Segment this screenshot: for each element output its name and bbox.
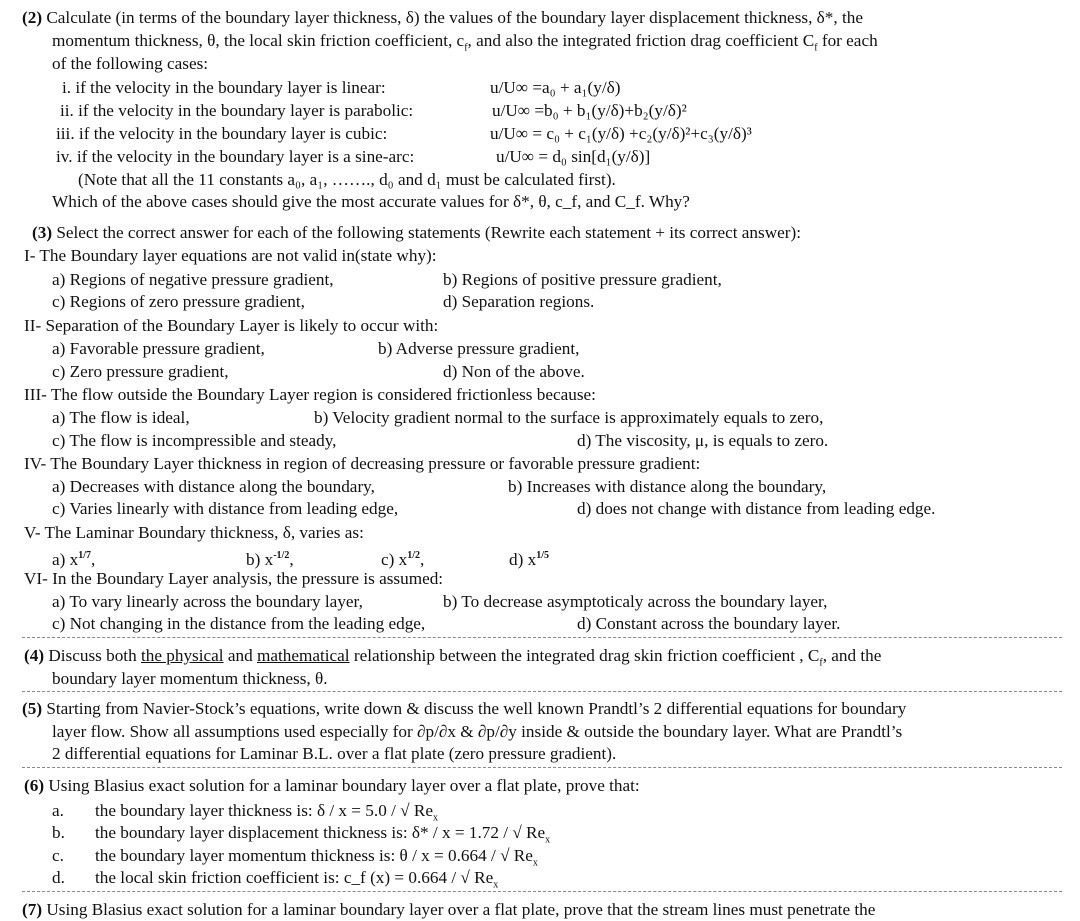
q2-line1 [22,6,863,29]
q3-V-question: V- The Laminar Boundary thickness, δ, varies as: [24,523,364,542]
q3-II-b: b) Adverse pressure gradient, [378,339,580,358]
q5-line3: 2 differential equations for Laminar B.L. over a flat plate (zero pressure gradient). [52,744,617,763]
q4-line1 [24,644,881,667]
q3-V-a-text: a) x [52,550,79,569]
q2-case-i-label: i. if the velocity in the boundary layer is linear: [62,78,386,97]
q6-item-a-text: the boundary layer thickness is: δ / x = 5.0 / √ Re [95,801,433,820]
q2-text2a: momentum thickness, θ, the local skin friction coefficient, c [52,31,465,50]
q3-IV-question: IV- The Boundary Layer thickness in region of decreasing pressure or favorable pressure gradient: [24,454,701,473]
q3-IV-c: c) Varies linearly with distance from leading edge, [52,499,399,518]
q6-item-b-text: the boundary layer displacement thickness is: δ* / x = 1.72 / √ Re [95,823,546,842]
q3-III-question: III- The flow outside the Boundary Layer region is considered frictionless because: [24,385,596,404]
q3-V-d-text: d) x [509,550,537,569]
divider [22,691,1062,692]
q4-post3: , and the [822,646,882,665]
q7-number: (7) [22,900,43,919]
q6-item-c-text: the boundary layer momentum thickness is: θ / x = 0.664 / √ Re [95,846,533,865]
q6-item-c-label: c. [52,846,64,865]
q6-item-a-label: a. [52,801,64,820]
q3-V-a: a) $x^{1/7}$, [52,550,96,569]
q3-VI-b: b) To decrease asymptoticaly across the boundary layer, [443,592,828,611]
q2-line2 [52,29,878,52]
q3-I-c: c) Regions of zero pressure gradient, [52,292,305,311]
q3-I-a: a) Regions of negative pressure gradient, [52,270,334,289]
q2-case-ii-label: ii. if the velocity in the boundary layer is parabolic: [60,101,414,120]
q3-VI-c: c) Not changing in the distance from the leading edge, [52,614,426,633]
q5-line1 [22,697,906,720]
q3-V-d [509,544,549,571]
q3-VI-a: a) To vary linearly across the boundary layer, [52,592,363,611]
q3-II-question: II- Separation of the Boundary Layer is likely to occur with: [24,316,439,335]
q3-V-d-exp: 1/5 [536,550,549,561]
q5-number: (5) [22,699,43,718]
q3-VI-question: VI- In the Boundary Layer analysis, the pressure is assumed: [24,569,444,588]
q2-case-iii-eq: u/U∞ = c₀ + c₁(y/δ) +c₂(y/δ)²+c₃(y/δ)³ [490,124,752,143]
q3-head-text: Select the correct answer for each of the following statements (Rewrite each statement + its correct answer): [56,223,801,242]
divider [22,637,1062,638]
q2-number: (2) [22,8,43,27]
q3-I-d: d) Separation regions. [443,292,595,311]
q3-II-a: a) Favorable pressure gradient, [52,339,265,358]
q4-sub-f: f [819,657,823,669]
q2-case-iv-eq: u/U∞ = d₀ sin[d₁(y/δ)] [496,147,651,166]
q4-number: (4) [24,646,45,665]
divider [22,891,1062,892]
q2-text2e: for each [817,31,878,50]
q4-underline-mathematical: mathematical [256,646,350,665]
q6-head-text: Using Blasius exact solution for a laminar boundary layer over a flat plate, prove that: [48,776,640,795]
q6-item-d-label: d. [52,868,65,887]
q3-III-b: b) Velocity gradient normal to the surface is approximately equals to zero, [314,408,824,427]
q2-case-ii-eq: u/U∞ =b₀ + b₁(y/δ)+b₂(y/δ)² [492,101,687,120]
q3-IV-a: a) Decreases with distance along the boundary, [52,477,375,496]
q4-pre: Discuss both [48,646,141,665]
q7-line1 [22,898,875,921]
q6-item-b-sub: x [545,834,551,846]
q3-II-c: c) Zero pressure gradient, [52,362,229,381]
q6-item-a [95,799,438,822]
q2-sub-f1: f [464,42,468,54]
q4-line2: boundary layer momentum thickness, θ. [52,669,328,688]
q2-text2c: , and also the integrated friction drag coefficient C [467,31,815,50]
q6-item-c-sub: x [532,857,538,869]
q6-item-b-label: b. [52,823,65,842]
q2-case-iii-label: iii. if the velocity in the boundary layer is cubic: [56,124,388,143]
q2-case-i-eq: u/U∞ =a₀ + a₁(y/δ) [490,78,621,97]
q3-III-d: d) The viscosity, μ, is equals to zero. [577,431,829,450]
q3-VI-d: d) Constant across the boundary layer. [577,614,841,633]
q6-head [24,774,640,797]
divider [22,767,1062,768]
q6-item-d-text: the local skin friction coefficient is: c_f (x) = 0.664 / √ Re [95,868,494,887]
q3-V-c-text: c) x [381,550,408,569]
q3-V-c: c) $x^{1/2}$, [381,550,425,569]
q3-V-c-exp: 1/2 [407,550,421,561]
q3-number: (3) [32,223,53,242]
q6-number: (6) [24,776,45,795]
q7-text1: Using Blasius exact solution for a laminar boundary layer over a flat plate, prove that the stream lines must penetrate the [46,900,876,919]
q2-which: Which of the above cases should give the most accurate values for δ*, θ, c_f, and C_f. Why? [52,192,690,211]
q2-note: (Note that all the 11 constants a₀, a₁, ……., d₀ and d₁ must be calculated first). [78,170,616,189]
q2-text1: Calculate (in terms of the boundary layer thickness, δ) the values of the boundary layer displacement thickness, δ*, the [46,8,863,27]
q2-line3: of the following cases: [52,54,209,73]
q3-IV-d: d) does not change with distance from leading edge. [577,499,936,518]
q4-post: relationship between the integrated drag skin friction coefficient , C [349,646,820,665]
q6-item-d-sub: x [493,879,499,891]
q6-item-d [95,866,498,889]
q3-II-d: d) Non of the above. [443,362,585,381]
q2-case-iv-label: iv. if the velocity in the boundary layer is a sine-arc: [56,147,415,166]
q3-I-b: b) Regions of positive pressure gradient, [443,270,722,289]
q5-line2: layer flow. Show all assumptions used especially for ∂p/∂x & ∂p/∂y inside & outside the boundary layer. What are Prandtl’s [52,722,903,741]
q3-III-c: c) The flow is incompressible and steady, [52,431,337,450]
q3-V-b-text: b) x [246,550,274,569]
q4-underline-physical: the physical [140,646,224,665]
q3-head [32,221,801,244]
q3-V-b: b) $x^{-1/2}$, [246,550,294,569]
q6-item-a-sub: x [432,812,438,824]
q3-IV-b: b) Increases with distance along the boundary, [508,477,827,496]
q6-item-b [95,821,550,844]
q3-I-question: I- The Boundary layer equations are not valid in(state why): [24,246,437,265]
q3-V-a-exp: 1/7 [78,550,92,561]
q3-V-b-exp: -1/2 [273,550,290,561]
q2-sub-f2: f [814,42,818,54]
q3-III-a: a) The flow is ideal, [52,408,190,427]
q5-text1: Starting from Navier-Stock’s equations, write down & discuss the well known Prandtl’s 2 differential equations for boundary [46,699,907,718]
q6-item-c [95,844,538,867]
q4-mid: and [223,646,257,665]
